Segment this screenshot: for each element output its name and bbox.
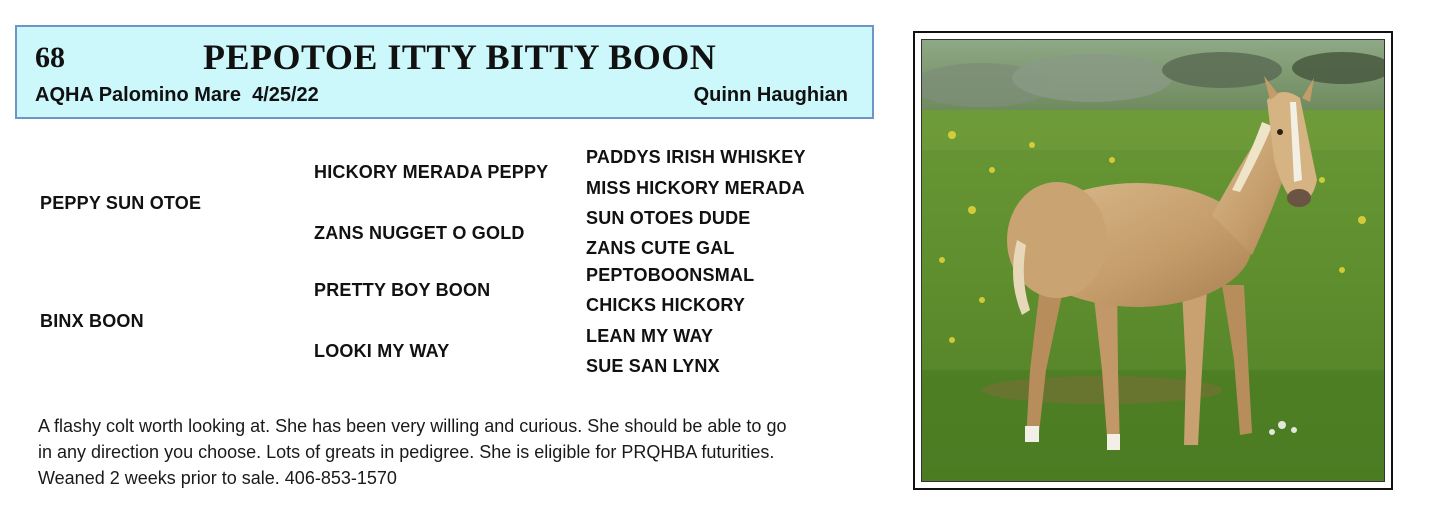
pedigree-great-grandparent: ZANS CUTE GAL <box>586 238 735 258</box>
horse-description: AQHA Palomino Mare 4/25/22 <box>35 84 319 106</box>
remarks-line: A flashy colt worth looking at. She has been very willing and curious. She should be able to go <box>38 416 787 436</box>
pedigree-great-grandparent: LEAN MY WAY <box>586 326 714 346</box>
lot-remarks <box>38 413 878 491</box>
pedigree-great-grandparent: MISS HICKORY MERADA <box>586 178 805 198</box>
pedigree-dam-sire: PRETTY BOY BOON <box>314 280 491 300</box>
pedigree-sire-dam: ZANS NUGGET O GOLD <box>314 223 525 243</box>
pedigree-great-grandparent: PEPTOBOONSMAL <box>586 265 755 285</box>
pedigree-great-grandparent: PADDYS IRISH WHISKEY <box>586 147 806 167</box>
horse-photo <box>921 39 1385 482</box>
lot-number: 68 <box>35 41 65 74</box>
horse-photo-frame <box>913 31 1393 490</box>
lot-header <box>15 25 874 119</box>
pedigree-great-grandparent: CHICKS HICKORY <box>586 295 746 315</box>
remarks-line: in any direction you choose. Lots of greats in pedigree. She is eligible for PRQHBA futurities. <box>38 442 775 462</box>
remarks-line: Weaned 2 weeks prior to sale. 406-853-1570 <box>38 468 397 488</box>
horse-name: PEPOTOE ITTY BITTY BOON <box>203 37 717 77</box>
pedigree-great-grandparent: SUN OTOES DUDE <box>586 208 751 228</box>
consignor-name: Quinn Haughian <box>693 84 848 106</box>
pedigree-sire: PEPPY SUN OTOE <box>40 193 202 213</box>
pedigree-great-grandparent: SUE SAN LYNX <box>586 356 720 376</box>
pedigree-sire-sire: HICKORY MERADA PEPPY <box>314 162 549 182</box>
pedigree-dam: BINX BOON <box>40 311 144 331</box>
foal-in-pasture-image <box>922 40 1385 482</box>
pedigree-dam-dam: LOOKI MY WAY <box>314 341 450 361</box>
